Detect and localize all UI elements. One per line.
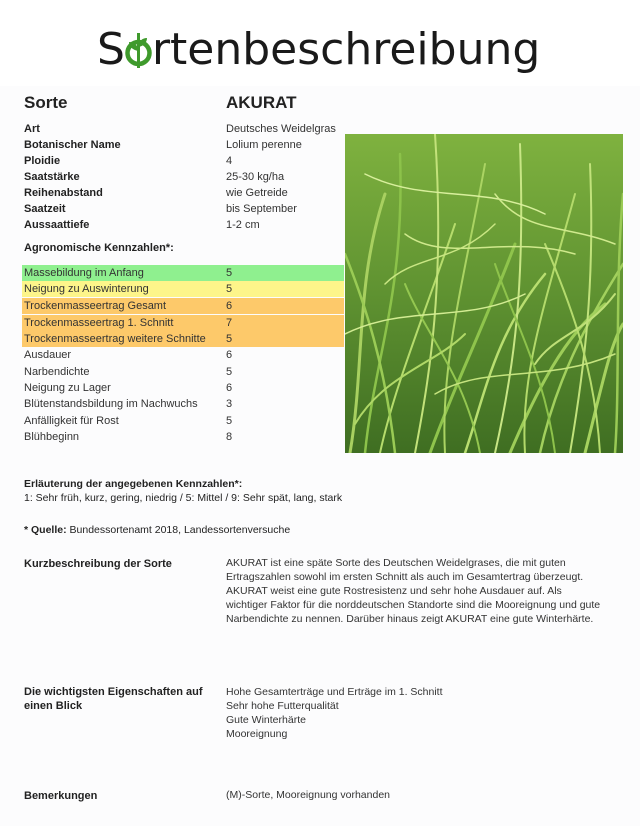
property-row <box>24 153 344 169</box>
agronomic-value: 6 <box>226 382 233 394</box>
property-label: Saatstärke <box>24 171 80 183</box>
title-banner <box>0 0 640 86</box>
agronomic-row <box>22 265 344 281</box>
agronomic-label: Neigung zu Lager <box>24 382 111 394</box>
property-label: Saatzeit <box>24 203 66 215</box>
agronomic-row <box>22 380 344 396</box>
property-row <box>24 217 344 233</box>
property-row <box>24 201 344 217</box>
key-feature-item: Sehr hohe Futterqualität <box>226 700 339 712</box>
grass-illustration <box>345 134 623 453</box>
agronomic-label: Ausdauer <box>24 349 72 361</box>
property-row <box>24 121 344 137</box>
source-label: * Quelle: <box>24 524 67 536</box>
agronomic-value: 5 <box>226 283 233 295</box>
agronomic-row <box>22 315 344 331</box>
agronomic-label: Narbendichte <box>24 366 90 378</box>
property-label: Aussaattiefe <box>24 219 90 231</box>
agronomic-row <box>22 281 344 297</box>
short-description-line: Ertragszahlen sowohl im ersten Schnitt als auch im Gesamtertrag überzeugt. <box>226 571 584 583</box>
agronomic-row <box>22 429 344 445</box>
title-part-1: S <box>97 24 125 75</box>
agronomic-row <box>22 413 344 429</box>
property-value: Deutsches Weidelgras <box>226 123 336 135</box>
short-description-label: Kurzbeschreibung der Sorte <box>24 558 172 570</box>
agronomic-value: 5 <box>226 267 233 279</box>
property-value: bis September <box>226 203 297 215</box>
title-part-2: rtenbeschreibung <box>151 24 541 75</box>
agronomic-value: 5 <box>226 366 233 378</box>
agronomic-row <box>22 331 344 347</box>
short-description-line: wichtiger Faktor für die norddeutschen Standorte sind die Mooreignung und gute <box>226 599 601 611</box>
property-value: Lolium perenne <box>226 139 302 151</box>
property-row <box>24 137 344 153</box>
key-features-label-line: Die wichtigsten Eigenschaften auf <box>24 686 203 698</box>
grass-photo <box>345 134 623 453</box>
agronomic-label: Neigung zu Auswinterung <box>24 283 149 295</box>
agronomic-row <box>22 347 344 363</box>
key-features-label <box>24 685 214 713</box>
remarks-text: (M)-Sorte, Mooreignung vorhanden <box>226 789 391 801</box>
short-description-line: AKURAT ist eine späte Sorte des Deutschen Weidelgrases, die mit guten <box>226 557 566 569</box>
agronomic-label: Anfälligkeit für Rost <box>24 415 119 427</box>
agronomic-row <box>22 298 344 314</box>
property-value: 1-2 cm <box>226 219 260 231</box>
agronomic-label: Trockenmasseertrag Gesamt <box>24 300 167 312</box>
short-description-line: AKURAT weist eine gute Rostresistenz und sehr hohe Ausdauer auf. Als <box>226 585 562 597</box>
agronomic-label: Trockenmasseertrag 1. Schnitt <box>24 317 174 329</box>
seedling-logo-icon <box>125 28 152 68</box>
agronomic-label: Blühbeginn <box>24 431 80 443</box>
source-line <box>24 523 290 537</box>
agronomic-value: 3 <box>226 398 233 410</box>
property-value: 4 <box>226 155 233 167</box>
explanation-text: 1: Sehr früh, kurz, gering, niedrig / 5: Mittel / 9: Sehr spät, lang, stark <box>24 492 343 504</box>
key-features-list <box>226 685 622 741</box>
short-description-text <box>226 556 622 626</box>
short-description-line: Narbendichte zu nennen. Darüber hinaus zeigt AKURAT eine gute Winterhärte. <box>226 613 594 625</box>
agronomic-value: 8 <box>226 431 233 443</box>
source-text: Bundessortenamt 2018, Landessortenversuche <box>69 524 291 536</box>
key-feature-item: Mooreignung <box>226 728 288 740</box>
key-features-label-line: einen Blick <box>24 700 83 712</box>
agronomic-label: Blütenstandsbildung im Nachwuchs <box>24 398 198 410</box>
agronomic-value: 6 <box>226 349 233 361</box>
agronomic-row <box>22 396 344 412</box>
agronomic-value: 5 <box>226 333 233 345</box>
agronomic-label: Massebildung im Anfang <box>24 267 144 279</box>
property-label: Art <box>24 123 40 135</box>
agronomic-label: Trockenmasseertrag weitere Schnitte <box>24 333 206 345</box>
property-value: 25-30 kg/ha <box>226 171 285 183</box>
property-label: Reihenabstand <box>24 187 103 199</box>
agronomic-value: 7 <box>226 317 233 329</box>
property-label: Ploidie <box>24 155 61 167</box>
agronomic-row <box>22 364 344 380</box>
agronomic-value: 6 <box>226 300 233 312</box>
property-row <box>24 185 344 201</box>
agronomic-heading: Agronomische Kennzahlen*: <box>24 242 174 254</box>
variety-value: AKURAT <box>226 93 297 112</box>
key-feature-item: Hohe Gesamterträge und Erträge im 1. Schnitt <box>226 686 443 698</box>
explanation-heading: Erläuterung der angegebenen Kennzahlen*: <box>24 478 243 490</box>
page-title <box>97 22 540 78</box>
property-value: wie Getreide <box>226 187 288 199</box>
property-row <box>24 169 344 185</box>
agronomic-value: 5 <box>226 415 233 427</box>
property-label: Botanischer Name <box>24 139 121 151</box>
remarks-label: Bemerkungen <box>24 790 98 802</box>
variety-label: Sorte <box>24 93 68 112</box>
key-feature-item: Gute Winterhärte <box>226 714 306 726</box>
